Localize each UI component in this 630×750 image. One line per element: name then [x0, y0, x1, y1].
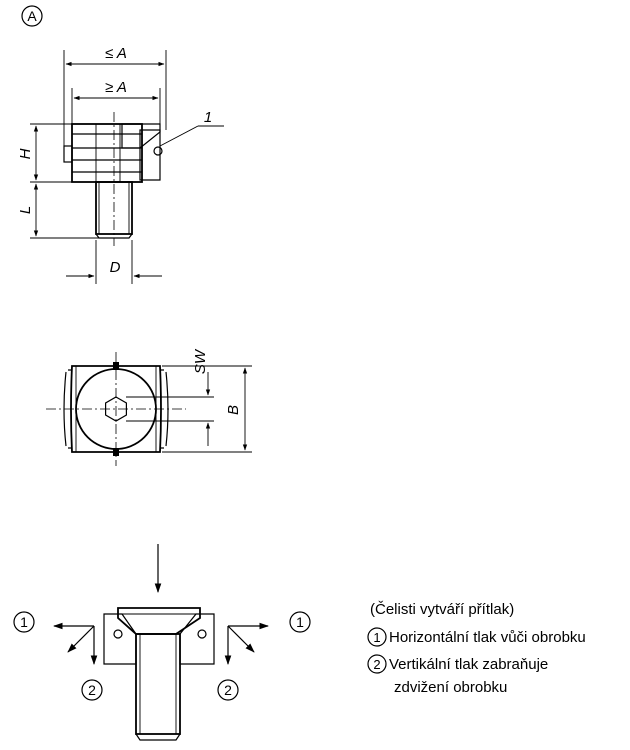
dim-h: H	[17, 148, 34, 160]
legend-item1-number: 1	[373, 630, 381, 645]
legend-item2-text-line2: zdvižení obrobku	[394, 679, 508, 696]
legend	[368, 601, 586, 696]
legend-item2-text-line1: Vertikální tlak zabraňuje	[389, 656, 549, 673]
callout-part-1: 1	[203, 109, 213, 126]
legend-intro: (Čelisti vytváří přítlak)	[370, 601, 515, 618]
legend-item1-text: Horizontální tlak vůči obrobku	[389, 629, 586, 646]
force-marker-left-1	[14, 612, 34, 632]
dim-b: B	[225, 404, 242, 416]
force-marker-left-2	[82, 680, 102, 700]
side-view	[17, 45, 224, 284]
dim-sw: SW	[192, 349, 209, 375]
force-marker-left-1-label: 1	[20, 614, 28, 630]
dim-l: L	[17, 205, 34, 215]
dim-min-a: ≥ A	[105, 79, 127, 96]
force-diagram	[14, 544, 310, 740]
force-marker-right-1	[290, 612, 310, 632]
dim-max-a: ≤ A	[105, 45, 127, 62]
force-marker-right-1-label: 1	[296, 614, 304, 630]
force-marker-left-2-label: 2	[88, 682, 96, 698]
view-a-marker	[22, 6, 42, 26]
force-marker-right-2-label: 2	[224, 682, 232, 698]
dim-d: D	[109, 259, 121, 276]
plan-view	[46, 348, 252, 466]
view-a-label: A	[27, 8, 37, 24]
legend-item2-number: 2	[373, 657, 381, 672]
force-marker-right-2	[218, 680, 238, 700]
